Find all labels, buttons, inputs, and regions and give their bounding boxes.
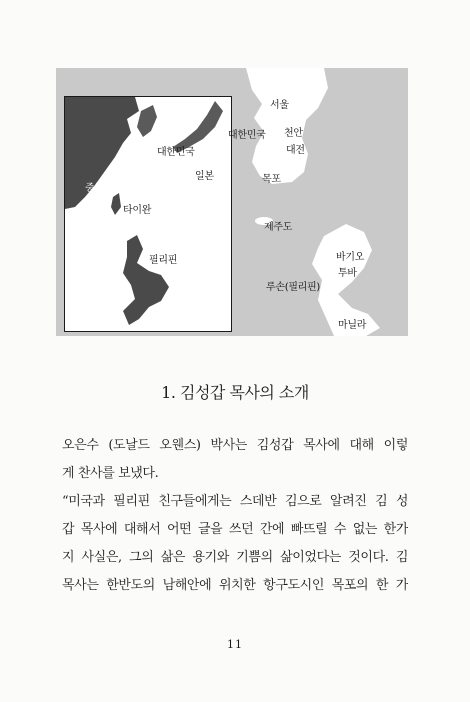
paragraph-2-line-1: “미국과 필리핀 친구들에게는 스데반 김으로 알려진 김 성 <box>62 494 408 509</box>
label-tuba: 투바 <box>338 268 357 279</box>
paragraph-1-line-1: 오은수 (도날드 오웬스) 박사는 김성갑 목사에 대해 이렇 <box>62 438 408 453</box>
inset-map <box>64 96 232 332</box>
paragraph-1-line-2: 게 찬사를 보냈다. <box>62 466 159 481</box>
section-title: 1. 김성갑 목사의 소개 <box>161 383 309 402</box>
paragraph-2-line-4: 목사는 한반도의 남해안에 위치한 항구도시인 목포의 한 가 <box>62 578 408 593</box>
label-korea: 대한민국 <box>228 130 266 141</box>
paragraph-1 <box>62 432 408 488</box>
inset-label-japan: 일본 <box>195 171 214 182</box>
label-cheonan: 천안 <box>284 128 303 139</box>
paragraph-2-line-3: 지 사실은, 그의 삶은 용기와 기쁨의 삶이었다는 것이다. 김 <box>62 550 408 565</box>
label-mokpo: 목포 <box>262 174 281 185</box>
label-luzon: 루손(필리핀) <box>266 282 321 293</box>
paragraph-2-line-2: 갑 목사에 대해서 어떤 글을 쓰던 간에 빠뜨릴 수 없는 한가 <box>62 522 408 537</box>
label-jeju: 제주도 <box>264 222 293 233</box>
inset-label-korea: 대한민국 <box>157 147 195 158</box>
inset-label-philippines: 필리핀 <box>149 255 178 266</box>
label-baguio: 바기오 <box>336 252 365 263</box>
inset-label-china: 중국 <box>85 183 104 194</box>
page-number: 11 <box>227 638 243 651</box>
label-manila: 마닐라 <box>338 320 367 331</box>
label-seoul: 서울 <box>270 100 289 111</box>
paragraph-2 <box>62 488 408 600</box>
label-daejeon: 대전 <box>286 145 305 156</box>
map-figure <box>56 68 408 336</box>
inset-label-taiwan: 타이완 <box>123 205 152 216</box>
